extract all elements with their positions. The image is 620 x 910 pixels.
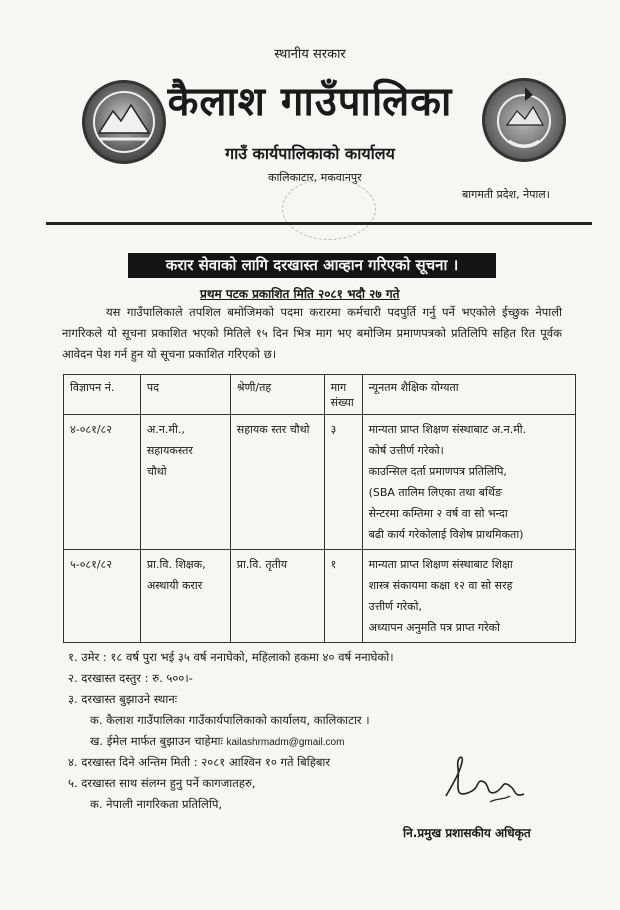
demand-cell: १ [324, 550, 362, 643]
qualification-line: मान्यता प्राप्त शिक्षण संस्थाबाट शिक्षा [368, 558, 513, 571]
qualification-line: सेन्टरमा कम्तिमा २ वर्ष वा सो भन्दा [368, 507, 508, 520]
publication-date: प्रथम पटक प्रकाशित मिति २०८१ भदौ २७ गते [200, 287, 400, 301]
qualification-line: (SBA तालिम लिएका तथा बर्थिङ [368, 486, 502, 499]
post-line: चौथो [146, 465, 167, 478]
ad-no-cell: ४-०८१/८२ [64, 415, 141, 550]
nepal-emblem-icon [482, 78, 566, 162]
table-row [64, 550, 576, 643]
table-header-row [64, 375, 576, 415]
post-line: सहायकस्तर [146, 444, 193, 457]
qualification-line: बढी कार्य गरेकोलाई विशेष प्राथमिकता) [368, 528, 524, 541]
post-line: अस्थायी करार [146, 579, 203, 592]
national-emblem-icon [485, 81, 563, 159]
submission-email-label: ख. ईमेल मार्फत बुझाउन चाहेमाः [90, 734, 223, 748]
qualification-line: मान्यता प्राप्त शिक्षण संस्थाबाट अ.न.मी. [368, 423, 527, 436]
header-ad-no: विज्ञापन नं. [64, 375, 141, 415]
municipality-name: कैलाश गाउँपालिका [167, 79, 453, 125]
submission-email-line [90, 734, 344, 749]
post-cell [140, 415, 230, 550]
office-address: कालिकाटार, मकवानपुर [268, 171, 362, 184]
post-line: प्रा.वि. शिक्षक, [146, 558, 206, 571]
application-fee: २. दरखास्त दस्तुर : रु. ५००।- [68, 671, 193, 685]
signature-icon [440, 752, 530, 812]
office-stamp-icon [282, 178, 376, 240]
header-divider [46, 222, 592, 225]
qualification-cell [362, 550, 575, 643]
vacancy-table [63, 374, 576, 643]
submission-email-link[interactable]: kailashrmadm@gmail.com [226, 737, 345, 748]
qualification-line: कोर्ष उत्तीर्ण गरेको। [368, 444, 444, 457]
signatory-title: नि.प्रमुख प्रशासकीय अधिकृत [403, 826, 531, 840]
qualification-line: अध्यापन अनुमति पत्र प्राप्त गरेको [368, 621, 500, 634]
qualification-line: शास्त्र संकायमा कक्षा १२ वा सो सरह [368, 579, 513, 592]
header-demand: माग संख्या [324, 375, 362, 415]
post-line: अ.न.मी., [146, 423, 185, 436]
header-post: पद [140, 375, 230, 415]
qualification-line: उत्तीर्ण गरेको, [368, 600, 422, 613]
header-level: श्रेणी/तह [230, 375, 324, 415]
qualification-line: काउन्सिल दर्ता प्रमाणपत्र प्रतिलिपि, [368, 465, 507, 478]
level-cell: प्रा.वि. तृतीय [230, 550, 324, 643]
post-cell [140, 550, 230, 643]
notice-title: करार सेवाको लागि दरखास्त आव्हान गरिएको सूचना । [128, 253, 496, 278]
required-document-citizenship: क. नेपाली नागरिकता प्रतिलिपि, [90, 797, 223, 811]
notice-intro [62, 302, 562, 365]
demand-cell: ३ [324, 415, 362, 550]
local-government-label: स्थानीय सरकार [274, 47, 346, 62]
office-name: गाउँ कार्यपालिकाको कार्यालय [225, 144, 395, 163]
submission-office: क. कैलाश गाउँपालिका गाउँकार्यपालिकाको कार्यालय, कालिकाटार । [90, 713, 370, 727]
submission-place-heading: ३. दरखास्त बुझाउने स्थानः [68, 692, 178, 706]
application-deadline: ४. दरखास्त दिने अन्तिम मिती : २०८१ आश्विन १० गते बिहिबार [68, 755, 331, 769]
age-requirement: १. उमेर : १८ वर्ष पुरा भई ३५ वर्ष ननाघेको, महिलाको हकमा ४० वर्ष ननाघेको। [68, 650, 394, 664]
province-label: बागमती प्रदेश, नेपाल। [462, 188, 550, 201]
level-cell: सहायक स्तर चौथो [230, 415, 324, 550]
header-qualification: न्यूनतम शैक्षिक योग्यता [362, 375, 575, 415]
intro-paragraph: यस गाउँपालिकाले तपशिल बमोजिमको पदमा करारमा कर्मचारी पदपुर्ति गर्नु पर्ने भएकोले ईच्छुक नेपाली नागरिकले यो सूचना प्रकाशित भएको मितिले १५ दिन भित्र माग भए बमोजिम प्रमाणपत्रको प्रतिलिपि सहित रित पूर्वक आवेदन पेश गर्न हुन यो सूचना प्रकाशित गरिएको छ। [62, 305, 562, 361]
ad-no-cell: ५-०८१/८२ [64, 550, 141, 643]
required-documents-heading: ५. दरखास्त साथ संलग्न हुनु पर्ने कागजातहरु, [68, 776, 256, 790]
table-row [64, 415, 576, 550]
qualification-cell [362, 415, 575, 550]
